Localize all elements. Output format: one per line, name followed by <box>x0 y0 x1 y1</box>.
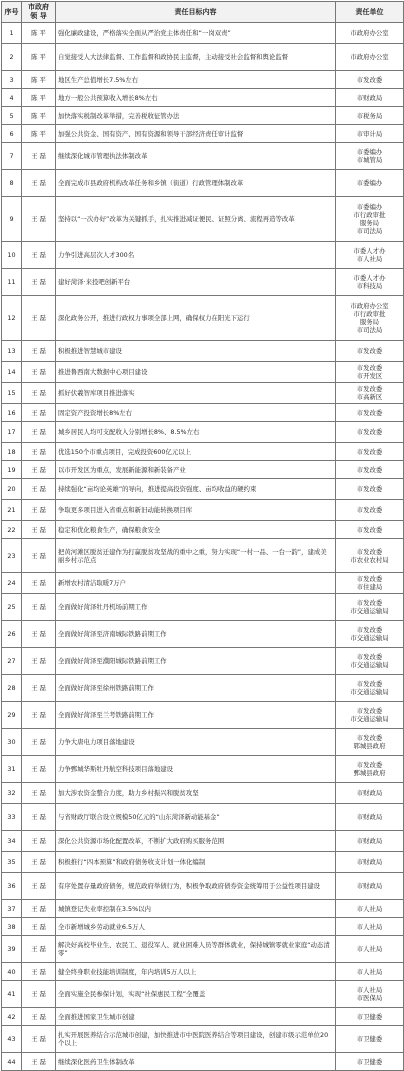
row-unit: 市发改委 市住建局 <box>336 573 404 594</box>
table-row <box>2 500 404 521</box>
row-number: 38 <box>2 918 22 936</box>
row-leader: 陈 平 <box>22 44 56 71</box>
row-task: 地方一般公共预算收入增长8%左右 <box>56 89 336 107</box>
row-leader: 王 磊 <box>22 269 56 296</box>
row-unit: 市发改委 <box>336 521 404 539</box>
row-task: 全面做好菏泽至兰考铁路前期工作 <box>56 702 336 729</box>
row-unit: 市人社局 <box>336 936 404 963</box>
row-task: 健全终身职业技能培训制度，年内培训5万人以上 <box>56 963 336 981</box>
table-row <box>2 648 404 675</box>
table-row <box>2 873 404 900</box>
row-unit: 市政府办公室 市行政审批 服务局 市司法局 <box>336 296 404 341</box>
row-leader: 王 磊 <box>22 362 56 383</box>
row-number: 27 <box>2 648 22 675</box>
table-row <box>2 804 404 831</box>
row-number: 35 <box>2 852 22 873</box>
row-task: 城镇登记失业率控制在3.5%以内 <box>56 900 336 918</box>
row-task: 优选150个市重点项目，完成投资600亿元以上 <box>56 443 336 461</box>
row-number: 8 <box>2 170 22 197</box>
row-unit: 市发改委 郓城县政府 <box>336 729 404 756</box>
table-row <box>2 521 404 539</box>
row-unit: 市卫健委 <box>336 1008 404 1026</box>
row-leader: 王 磊 <box>22 479 56 500</box>
row-unit: 市发改委 市交通运输局 <box>336 648 404 675</box>
header-no: 序号 <box>2 2 22 23</box>
row-number: 5 <box>2 107 22 125</box>
row-leader: 王 磊 <box>22 143 56 170</box>
row-leader: 王 磊 <box>22 383 56 404</box>
row-leader: 王 磊 <box>22 422 56 443</box>
table-row <box>2 89 404 107</box>
row-number: 41 <box>2 981 22 1008</box>
row-leader: 陈 平 <box>22 23 56 44</box>
row-unit: 市发改委 市开发区 <box>336 362 404 383</box>
row-number: 29 <box>2 702 22 729</box>
table-row <box>2 621 404 648</box>
row-unit: 市卫健委 <box>336 1053 404 1071</box>
row-leader: 陈 平 <box>22 107 56 125</box>
row-leader: 王 磊 <box>22 936 56 963</box>
row-task: 自觉接受人大法律监督、工作监督和政协民主监督，主动接受社会监督和舆论监督 <box>56 44 336 71</box>
table-header-row <box>2 2 404 23</box>
row-number: 26 <box>2 621 22 648</box>
header-task: 责任目标内容 <box>56 2 336 23</box>
row-unit: 市审计局 <box>336 125 404 143</box>
row-task: 以市开发区为重点，发展新能源和新装备产业 <box>56 461 336 479</box>
row-number: 11 <box>2 269 22 296</box>
row-task: 有序处置存量政府债务，规范政府举债行为，积极争取政府债券资金统筹用于公益性项目建设 <box>56 873 336 900</box>
row-task: 力争引进高层次人才300名 <box>56 242 336 269</box>
row-unit: 市发改委 <box>336 479 404 500</box>
table-row <box>2 729 404 756</box>
row-leader: 王 磊 <box>22 573 56 594</box>
row-unit: 市委人才办 市人社局 <box>336 242 404 269</box>
row-task: 推进鲁西南大数据中心项目建设 <box>56 362 336 383</box>
table-row <box>2 783 404 804</box>
table-row <box>2 539 404 573</box>
row-number: 9 <box>2 197 22 242</box>
row-number: 28 <box>2 675 22 702</box>
row-leader: 王 磊 <box>22 1008 56 1026</box>
table-row <box>2 44 404 71</box>
row-number: 24 <box>2 573 22 594</box>
row-task: 解决好高校毕业生、农民工、退役军人、就业困难人员等群体就业，保持城镇零就业家庭“动态清零” <box>56 936 336 963</box>
row-leader: 王 磊 <box>22 852 56 873</box>
row-number: 39 <box>2 936 22 963</box>
row-number: 23 <box>2 539 22 573</box>
row-leader: 王 磊 <box>22 804 56 831</box>
row-number: 4 <box>2 89 22 107</box>
row-task: 全面做好菏泽至徐州铁路前期工作 <box>56 675 336 702</box>
row-unit: 市税务局 <box>336 107 404 125</box>
table-row <box>2 936 404 963</box>
row-unit: 市发改委 市交通运输局 <box>336 675 404 702</box>
table-row <box>2 197 404 242</box>
row-unit: 市财政局 <box>336 804 404 831</box>
row-leader: 王 磊 <box>22 341 56 362</box>
row-task: 全面做好菏泽至济南城际铁路前期工作 <box>56 621 336 648</box>
row-number: 36 <box>2 873 22 900</box>
row-task: 地区生产总值增长7.5%左右 <box>56 71 336 89</box>
row-leader: 王 磊 <box>22 963 56 981</box>
table-row <box>2 107 404 125</box>
row-task: 把黄河滩区脱贫迁建作为打赢脱贫攻坚战的重中之重，努力实现“一村一品、一台一韵”，建成美丽乡村示范点 <box>56 539 336 573</box>
row-unit: 市发改委 <box>336 71 404 89</box>
row-leader: 王 磊 <box>22 729 56 756</box>
row-number: 32 <box>2 783 22 804</box>
row-number: 3 <box>2 71 22 89</box>
table-row <box>2 125 404 143</box>
row-unit: 市卫健委 <box>336 1026 404 1053</box>
row-leader: 王 磊 <box>22 461 56 479</box>
table-row <box>2 383 404 404</box>
row-unit: 市政府办公室 <box>336 23 404 44</box>
row-number: 2 <box>2 44 22 71</box>
row-unit: 市发改委 市农业农村局 <box>336 539 404 573</box>
row-leader: 王 磊 <box>22 648 56 675</box>
row-leader: 王 磊 <box>22 900 56 918</box>
table-row <box>2 341 404 362</box>
row-number: 22 <box>2 521 22 539</box>
row-task: 强化廉政建设，严格落实全面从严治党主体责任和“一岗双责” <box>56 23 336 44</box>
table-row <box>2 918 404 936</box>
row-leader: 王 磊 <box>22 756 56 783</box>
row-unit: 市委人才办 市科技局 <box>336 269 404 296</box>
row-leader: 王 磊 <box>22 521 56 539</box>
row-unit: 市发改委 <box>336 422 404 443</box>
row-number: 7 <box>2 143 22 170</box>
table-row <box>2 1026 404 1053</box>
table-row <box>2 461 404 479</box>
row-leader: 王 磊 <box>22 981 56 1008</box>
row-number: 18 <box>2 443 22 461</box>
responsibility-table <box>1 1 404 1071</box>
table-row <box>2 269 404 296</box>
table-row <box>2 71 404 89</box>
row-leader: 王 磊 <box>22 170 56 197</box>
row-task: 抓好伏羲智库项目推进落实 <box>56 383 336 404</box>
row-unit: 市人社局 <box>336 900 404 918</box>
header-lead: 市政府 领 导 <box>22 2 56 23</box>
table-row <box>2 296 404 341</box>
row-unit: 市发改委 市交通运输局 <box>336 594 404 621</box>
row-leader: 王 磊 <box>22 621 56 648</box>
row-task: 加快落实税制改革举措，完善税收征管办法 <box>56 107 336 125</box>
table-row <box>2 594 404 621</box>
row-task: 继续深化城市管理执法体制改革 <box>56 143 336 170</box>
row-task: 深化公共资源市场化配置改革，不断扩大政府购买服务范围 <box>56 831 336 852</box>
table-row <box>2 479 404 500</box>
row-task: 全面推进国家卫生城市创建 <box>56 1008 336 1026</box>
row-unit: 市财政局 <box>336 783 404 804</box>
row-number: 44 <box>2 1053 22 1071</box>
row-task: 稳定和优化粮食生产，确保粮食安全 <box>56 521 336 539</box>
row-unit: 市发改委 市交通运输局 <box>336 702 404 729</box>
row-unit: 市财政局 <box>336 831 404 852</box>
row-task: 加强公共资金、国有资产、国有资源和领导干部经济责任审计监督 <box>56 125 336 143</box>
row-unit: 市发改委 市高新区 <box>336 383 404 404</box>
table-row <box>2 242 404 269</box>
row-leader: 王 磊 <box>22 1026 56 1053</box>
row-unit: 市委编办 市城管局 <box>336 143 404 170</box>
row-leader: 王 磊 <box>22 404 56 422</box>
row-unit: 市财政局 <box>336 89 404 107</box>
row-task: 力争鄄城华斯牡丹航空科技项目落地建设 <box>56 756 336 783</box>
row-unit: 市委编办 市行政审批 服务局 市司法局 <box>336 197 404 242</box>
row-number: 12 <box>2 296 22 341</box>
row-task: 全面实施全民参保计划，实现“社保惠民工程”全覆盖 <box>56 981 336 1008</box>
table-row <box>2 900 404 918</box>
row-number: 30 <box>2 729 22 756</box>
table-row <box>2 404 404 422</box>
row-unit: 市财政局 <box>336 873 404 900</box>
row-unit: 市发改委 <box>336 461 404 479</box>
row-leader: 王 磊 <box>22 500 56 521</box>
row-number: 20 <box>2 479 22 500</box>
row-task: 全面做好菏泽牡丹机场前期工作 <box>56 594 336 621</box>
row-task: 坚持以“一次办好”改革为关键抓手，扎实推进减证便民、证照分离、流程再造等改革 <box>56 197 336 242</box>
row-unit: 市人社局 市医保局 <box>336 981 404 1008</box>
row-number: 19 <box>2 461 22 479</box>
row-number: 14 <box>2 362 22 383</box>
table-row <box>2 852 404 873</box>
row-task: 全面完成市县政府机构改革任务和乡镇（街道）行政管理体制改革 <box>56 170 336 197</box>
row-leader: 王 磊 <box>22 783 56 804</box>
row-number: 43 <box>2 1026 22 1053</box>
table-row <box>2 702 404 729</box>
table-row <box>2 981 404 1008</box>
row-number: 31 <box>2 756 22 783</box>
row-unit: 市发改委 鄄城县政府 <box>336 756 404 783</box>
row-task: 全市新增城乡劳动就业6.5万人 <box>56 918 336 936</box>
row-leader: 王 磊 <box>22 1053 56 1071</box>
row-number: 10 <box>2 242 22 269</box>
table-row <box>2 831 404 852</box>
row-leader: 王 磊 <box>22 197 56 242</box>
row-number: 17 <box>2 422 22 443</box>
row-task: 扎实开展医养结合示范城市创建，加快推进市中医院医养结合等项目建设，创建市级示范单位20个以上 <box>56 1026 336 1053</box>
row-task: 与省财政厅联合设立规模50亿元的“山东菏泽新动能基金” <box>56 804 336 831</box>
header-unit: 责任单位 <box>336 2 404 23</box>
row-number: 25 <box>2 594 22 621</box>
row-task: 建好菏泽·来投吧创新平台 <box>56 269 336 296</box>
table-row <box>2 362 404 383</box>
row-unit: 市人社局 <box>336 918 404 936</box>
table-row <box>2 573 404 594</box>
row-unit: 市发改委 <box>336 443 404 461</box>
row-number: 13 <box>2 341 22 362</box>
row-leader: 王 磊 <box>22 675 56 702</box>
row-leader: 王 磊 <box>22 242 56 269</box>
row-number: 6 <box>2 125 22 143</box>
row-task: 力争大唐电力项目落地建设 <box>56 729 336 756</box>
row-leader: 王 磊 <box>22 594 56 621</box>
table-row <box>2 170 404 197</box>
table-row <box>2 756 404 783</box>
row-number: 1 <box>2 23 22 44</box>
row-leader: 王 磊 <box>22 296 56 341</box>
row-task: 固定资产投资增长8%左右 <box>56 404 336 422</box>
table-row <box>2 23 404 44</box>
row-leader: 王 磊 <box>22 918 56 936</box>
row-leader: 陈 平 <box>22 89 56 107</box>
row-unit: 市发改委 <box>336 500 404 521</box>
row-task: 继续深化医药卫生体制改革 <box>56 1053 336 1071</box>
row-task: 新增农村清洁取暖7万户 <box>56 573 336 594</box>
row-leader: 王 磊 <box>22 831 56 852</box>
table-body <box>2 23 404 1071</box>
row-unit: 市发改委 市交通运输局 <box>336 621 404 648</box>
row-task: 持续强化“亩均论英雄”的导向，推进提高投资强度、亩均收益的硬约束 <box>56 479 336 500</box>
row-number: 40 <box>2 963 22 981</box>
row-number: 42 <box>2 1008 22 1026</box>
row-task: 全面做好菏泽至濮阳城际铁路前期工作 <box>56 648 336 675</box>
row-number: 15 <box>2 383 22 404</box>
row-leader: 陈 平 <box>22 125 56 143</box>
row-number: 34 <box>2 831 22 852</box>
row-unit: 市委编办 <box>336 170 404 197</box>
row-unit: 市财政局 <box>336 852 404 873</box>
row-number: 16 <box>2 404 22 422</box>
row-number: 33 <box>2 804 22 831</box>
row-leader: 王 磊 <box>22 539 56 573</box>
row-task: 加大涉农资金整合力度，助力乡村振兴和脱贫攻坚 <box>56 783 336 804</box>
row-task: 积极推行“四本预算”和政府债务收支计划一体化编制 <box>56 852 336 873</box>
row-task: 深化政务公开，推进行政权力事项全部上网，确保权力在阳光下运行 <box>56 296 336 341</box>
table-row <box>2 1008 404 1026</box>
table-row <box>2 422 404 443</box>
row-unit: 市发改委 <box>336 404 404 422</box>
table-row <box>2 675 404 702</box>
row-leader: 王 磊 <box>22 702 56 729</box>
row-task: 城乡居民人均可支配收入分别增长8%、8.5%左右 <box>56 422 336 443</box>
table-row <box>2 1053 404 1071</box>
row-task: 争取更多项目进入省重点和新旧动能转换项目库 <box>56 500 336 521</box>
row-task: 积极推进智慧城市建设 <box>56 341 336 362</box>
table-row <box>2 443 404 461</box>
row-leader: 陈 平 <box>22 71 56 89</box>
row-unit: 市发改委 <box>336 341 404 362</box>
row-leader: 王 磊 <box>22 443 56 461</box>
row-number: 21 <box>2 500 22 521</box>
row-number: 37 <box>2 900 22 918</box>
table-row <box>2 143 404 170</box>
row-leader: 王 磊 <box>22 873 56 900</box>
table-row <box>2 963 404 981</box>
row-unit: 市人社局 <box>336 963 404 981</box>
row-unit: 市政府办公室 <box>336 44 404 71</box>
